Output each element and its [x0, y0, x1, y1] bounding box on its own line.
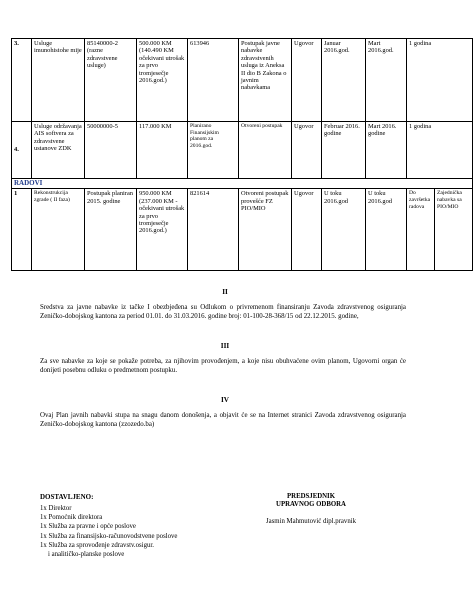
section-heading-iv: IV [221, 396, 229, 404]
procedure-type: Otvoreni postupak [239, 122, 292, 179]
table-row [12, 39, 473, 122]
table-row [12, 122, 473, 179]
contract-type: Ugovor [292, 189, 322, 271]
section-label-radovi: RADOVI [12, 179, 473, 189]
cpv-code: Postupak planiran 2015. godine [85, 189, 137, 271]
signature-block [236, 493, 386, 526]
list-item: i analitičko-planske poslove [48, 551, 125, 559]
contract-type: Ugovor [292, 122, 322, 179]
list-item: 1x Služba za pravne i opće poslove [40, 523, 136, 531]
start-date: Januar 2016.god. [322, 39, 366, 122]
item-name: Usluge imunohistohe mije [32, 39, 85, 122]
list-item: 1x Služba za finansijsko-računovodstvene poslove [40, 532, 178, 540]
item-name: Rekonstrukcija zgrade ( II faza) [32, 189, 85, 271]
budget-account: 613946 [188, 39, 239, 122]
end-date: U toku 2016.god [366, 189, 407, 271]
section-heading-ii: II [222, 288, 228, 296]
signature-body: UPRAVNOG ODBORA [276, 501, 346, 509]
signatory-name: Jasmin Mahmutović dipl.pravnik [265, 517, 357, 525]
end-date: Mart 2016. godine [366, 122, 407, 179]
signature-title: PREDSJEDNIK [287, 493, 335, 500]
duration: Do završetka radova [407, 189, 435, 271]
table-row [12, 189, 473, 271]
paragraph-funding: Sredstva za javne nabavke iz tačke I obezbjeđena su Odlukom o privremenom finansiranju Zavoda zdravstvenog osiguranja Zeničko-dobojskog kantona za period 01.01. do 31.03.2016. godine broj: 01-100-28-368/15 od 22.12.2015. godine, [40, 304, 406, 320]
paragraph-additional-procurements: Za sve nabavke za koje se pokaže potreba, za njihovim provođenjem, a koje nisu obuhvaćene ovim planom, Ugovorni organ će donijeti posebnu odluku o predmetnom postupku. [40, 358, 406, 374]
budget-account: Planirano Finansijskim planom za 2016.god. [188, 122, 239, 179]
item-name: Usluge održavanja AIS softvera za zdravstvene ustanove ZDK [32, 122, 85, 179]
distribution-title: DOSTAVLJENO: [40, 493, 94, 501]
section-row [12, 179, 473, 189]
distribution-list [40, 504, 177, 559]
estimated-value: 950.000 KM (237.000 KM - očekivani utrošak za prvo tromjesečje 2016.god.) [137, 189, 188, 271]
procedure-type: Postupak javne nabavke zdravstvenih usluga iz Aneksa II dio B Zakona o javnim nabavkama [239, 39, 292, 122]
estimated-value: 117.000 KM [137, 122, 188, 179]
start-date: U toku 2016.god [322, 189, 366, 271]
cpv-code: 85140000-2 (razne zdravstvene usluge) [85, 39, 137, 122]
joint-procurement-note: Zajednička nabavka sa PIO/MIO [435, 189, 473, 271]
row-number: 1 [12, 189, 32, 271]
duration: 1 godina [407, 39, 473, 122]
start-date: Februar 2016. godine [322, 122, 366, 179]
procurement-plan-table [11, 38, 473, 271]
row-number: 3. [12, 39, 32, 122]
row-number: 4. [12, 122, 32, 179]
list-item: 1x Pomoćnik direktora [40, 514, 103, 522]
end-date: Mart 2016.god. [366, 39, 407, 122]
duration: 1 godina [407, 122, 473, 179]
paragraph-entry-into-force: Ovaj Plan javnih nabavki stupa na snagu danom donošenja, a objavit će se na Internet stranici Zavoda zdravstvenog osiguranja Zeničko-dobojskog kantona (zzozedo.ba) [40, 412, 406, 428]
list-item: 1x Služba za sprovođenje zdravstv.osigur. [40, 541, 154, 549]
procedure-type: Otvoreni postupak provešće FZ PIO/MIO [239, 189, 292, 271]
list-item: 1x Direktor [40, 505, 72, 512]
budget-account: 821614 [188, 189, 239, 271]
cpv-code: 50000000-5 [85, 122, 137, 179]
section-heading-iii: III [220, 342, 230, 350]
estimated-value: 500.000 KM (140.490 KM očekivani utrošak za prvo tromjesečje 2016.god.) [137, 39, 188, 122]
contract-type: Ugovor [292, 39, 322, 122]
